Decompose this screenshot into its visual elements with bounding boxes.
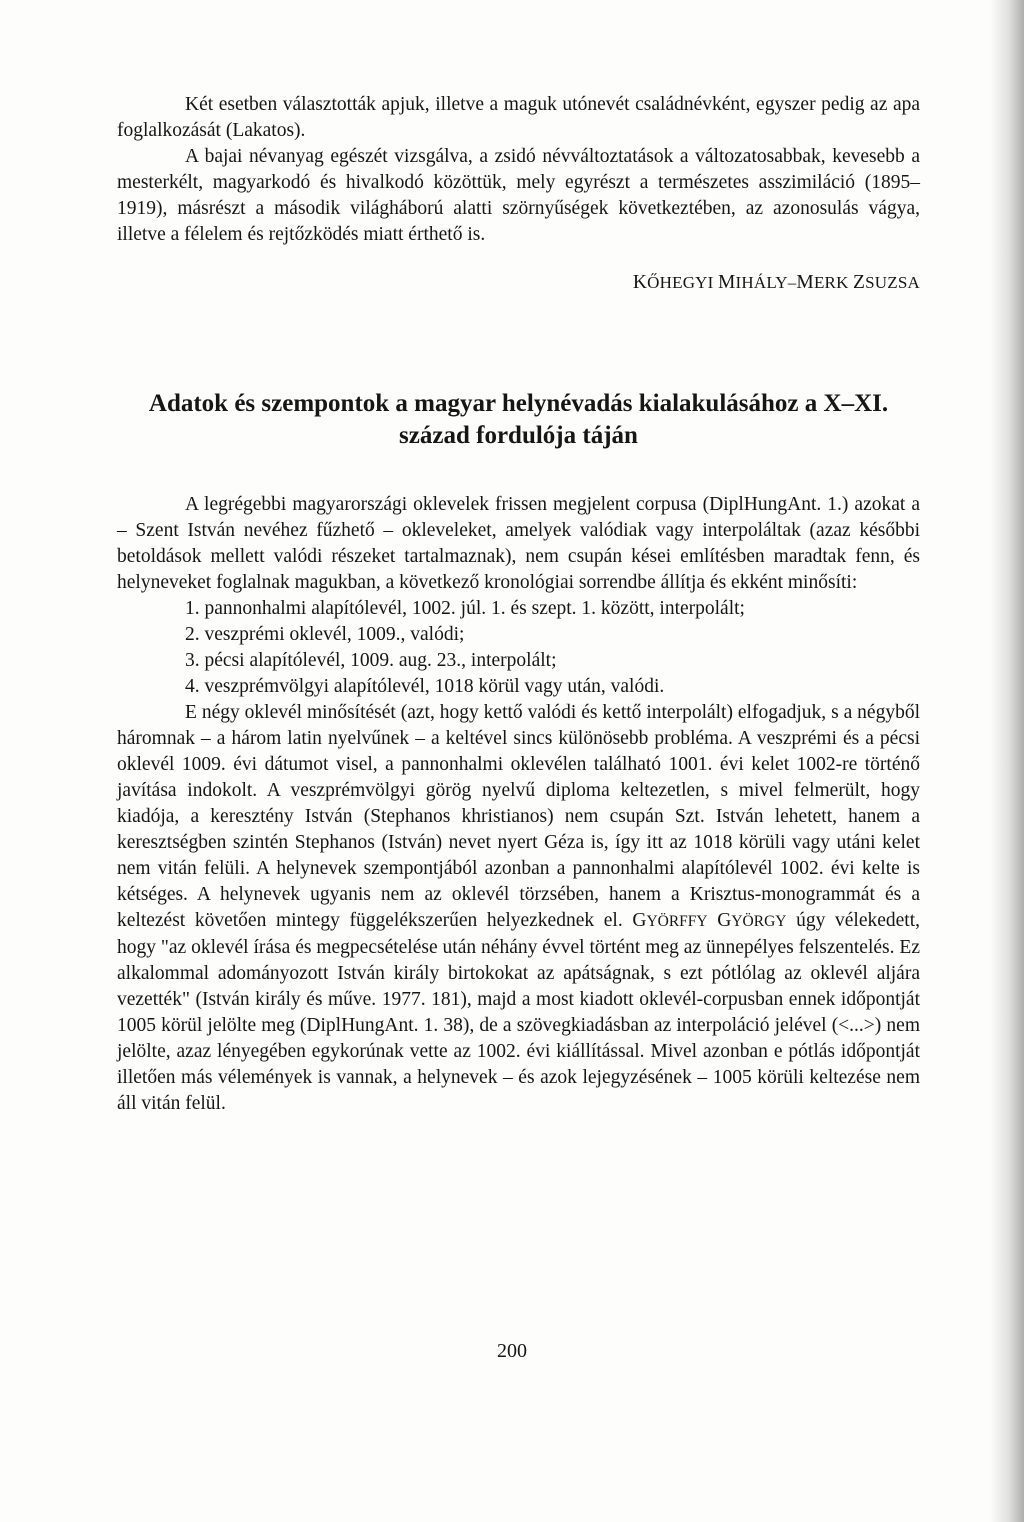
paragraph-corpus-intro: A legrégebbi magyarországi oklevelek frissen megjelent corpusa (DiplHungAnt. 1.) azokat a – Szent István nevéhez fűzhető – okleveleket, amelyek valódiak vagy interpoláltak (azaz későbbi betoldások mellett valódi részeket tartalmaznak), nem csupán kései említésben maradtak fenn, és helyneveket foglalnak magukban, a következő kronológiai sorrendbe állítja és ekként minősíti: (117, 494, 920, 593)
list-item: 3. pécsi alapítólevél, 1009. aug. 23., interpolált; (185, 650, 557, 671)
page-number: 200 (497, 1340, 527, 1362)
paragraph-discussion: E négy oklevél minősítését (azt, hogy kettő valódi és kettő interpolált) elfogadjuk, s a négyből háromnak – a három latin nyelvűnek – a keltével sincs különösebb probléma. A veszprémi és a pécsi oklevél 1009. évi dátumot visel, a pannonhalmi oklevélen található 1001. évi kelet 1002-re történő javítása indokolt. A veszprémvölgyi görög nyelvű diploma keltezetlen, s mivel felmerült, hogy kiadója, a keresztény István (Stephanos khristianos) nem csupán Szt. István lehetett, hanem a keresztségben szintén Stephanos (István) nevet nyert Géza is, így itt az 1018 körüli vagy utáni kelet nem vitán felüli. A helynevek szempontjából azonban a pannonhalmi alapítólevél 1002. évi kelte is kétséges. A helynevek ugyanis nem az oklevél törzsében, hanem a Krisztus-monogrammát és a keltezést követően mintegy függelékszerűen helyezkednek el. GYÖRFFY GYÖRGY úgy vélekedett, hogy "az oklevél írása és megpecsételése után néhány évvel történt meg az ünnepélyes felszentelés. Ez alkalommal adományozott István király birtokokat az apátságnak, s ezt pótlólag az oklevél aljára vezették" (István király és műve. 1977. 181), majd a most kiadott oklevél-corpusban ennek időpontját 1005 körül jelölte meg (DiplHungAnt. 1. 38), de a szövegkiadásban az interpoláció jelével (<...>) nem jelölte, azaz lényegében egykorúnak vette az 1002. évi kiállítással. Mivel azonban e pótlás időpontját illetően más vélemények is vannak, a helynevek – és azok lejegyzésének – 1005 körüli keltezése nem áll vitán felül. (117, 702, 920, 1114)
paragraph-intro-names: Két esetben választották apjuk, illetve a maguk utónevét családnévként, egyszer pedig az apa foglalkozását (Lakatos). (117, 94, 920, 141)
signature-part: SUZSA (865, 273, 920, 292)
article-title (117, 388, 920, 452)
list-item: 4. veszprémvölgyi alapítólevél, 1018 körül vagy után, valódi. (185, 676, 665, 697)
article-title-line-1: Adatok és szempontok a magyar helynévadás kialakulásához a X–XI. (148, 390, 889, 417)
article-title-line-2: század fordulója táján (399, 422, 638, 449)
author-signature: KŐHEGYI MIHÁLY–MERK ZSUZSA (632, 272, 920, 293)
list-item: 1. pannonhalmi alapítólevél, 1002. júl. 1. és szept. 1. között, interpolált; (185, 598, 745, 619)
page-content (117, 92, 920, 1117)
author-name-gyorffy: GYÖRFFY GYÖRGY (632, 910, 787, 931)
page-edge-shadow (990, 0, 1024, 1522)
signature-part: ŐHEGYI (647, 273, 714, 292)
list-item: 2. veszprémi oklevél, 1009., valódi; (185, 624, 465, 645)
signature-part: ERK (813, 273, 849, 292)
article-body (117, 492, 920, 1117)
paragraph-baja-summary: A bajai névanyag egészét vizsgálva, a zsidó névváltoztatások a változatosabbak, kevesebb a mesterkélt, magyarkodó és hivalkodó közöttük, mely egyrészt a természetes asszimiláció (1895–1919), másrészt a második világháború alatti szörnyűségek következtében, az azonosulás vágya, illetve a félelem és rejtőzködés miatt érthető is. (117, 146, 920, 245)
signature-part: IHÁLY (735, 273, 788, 292)
